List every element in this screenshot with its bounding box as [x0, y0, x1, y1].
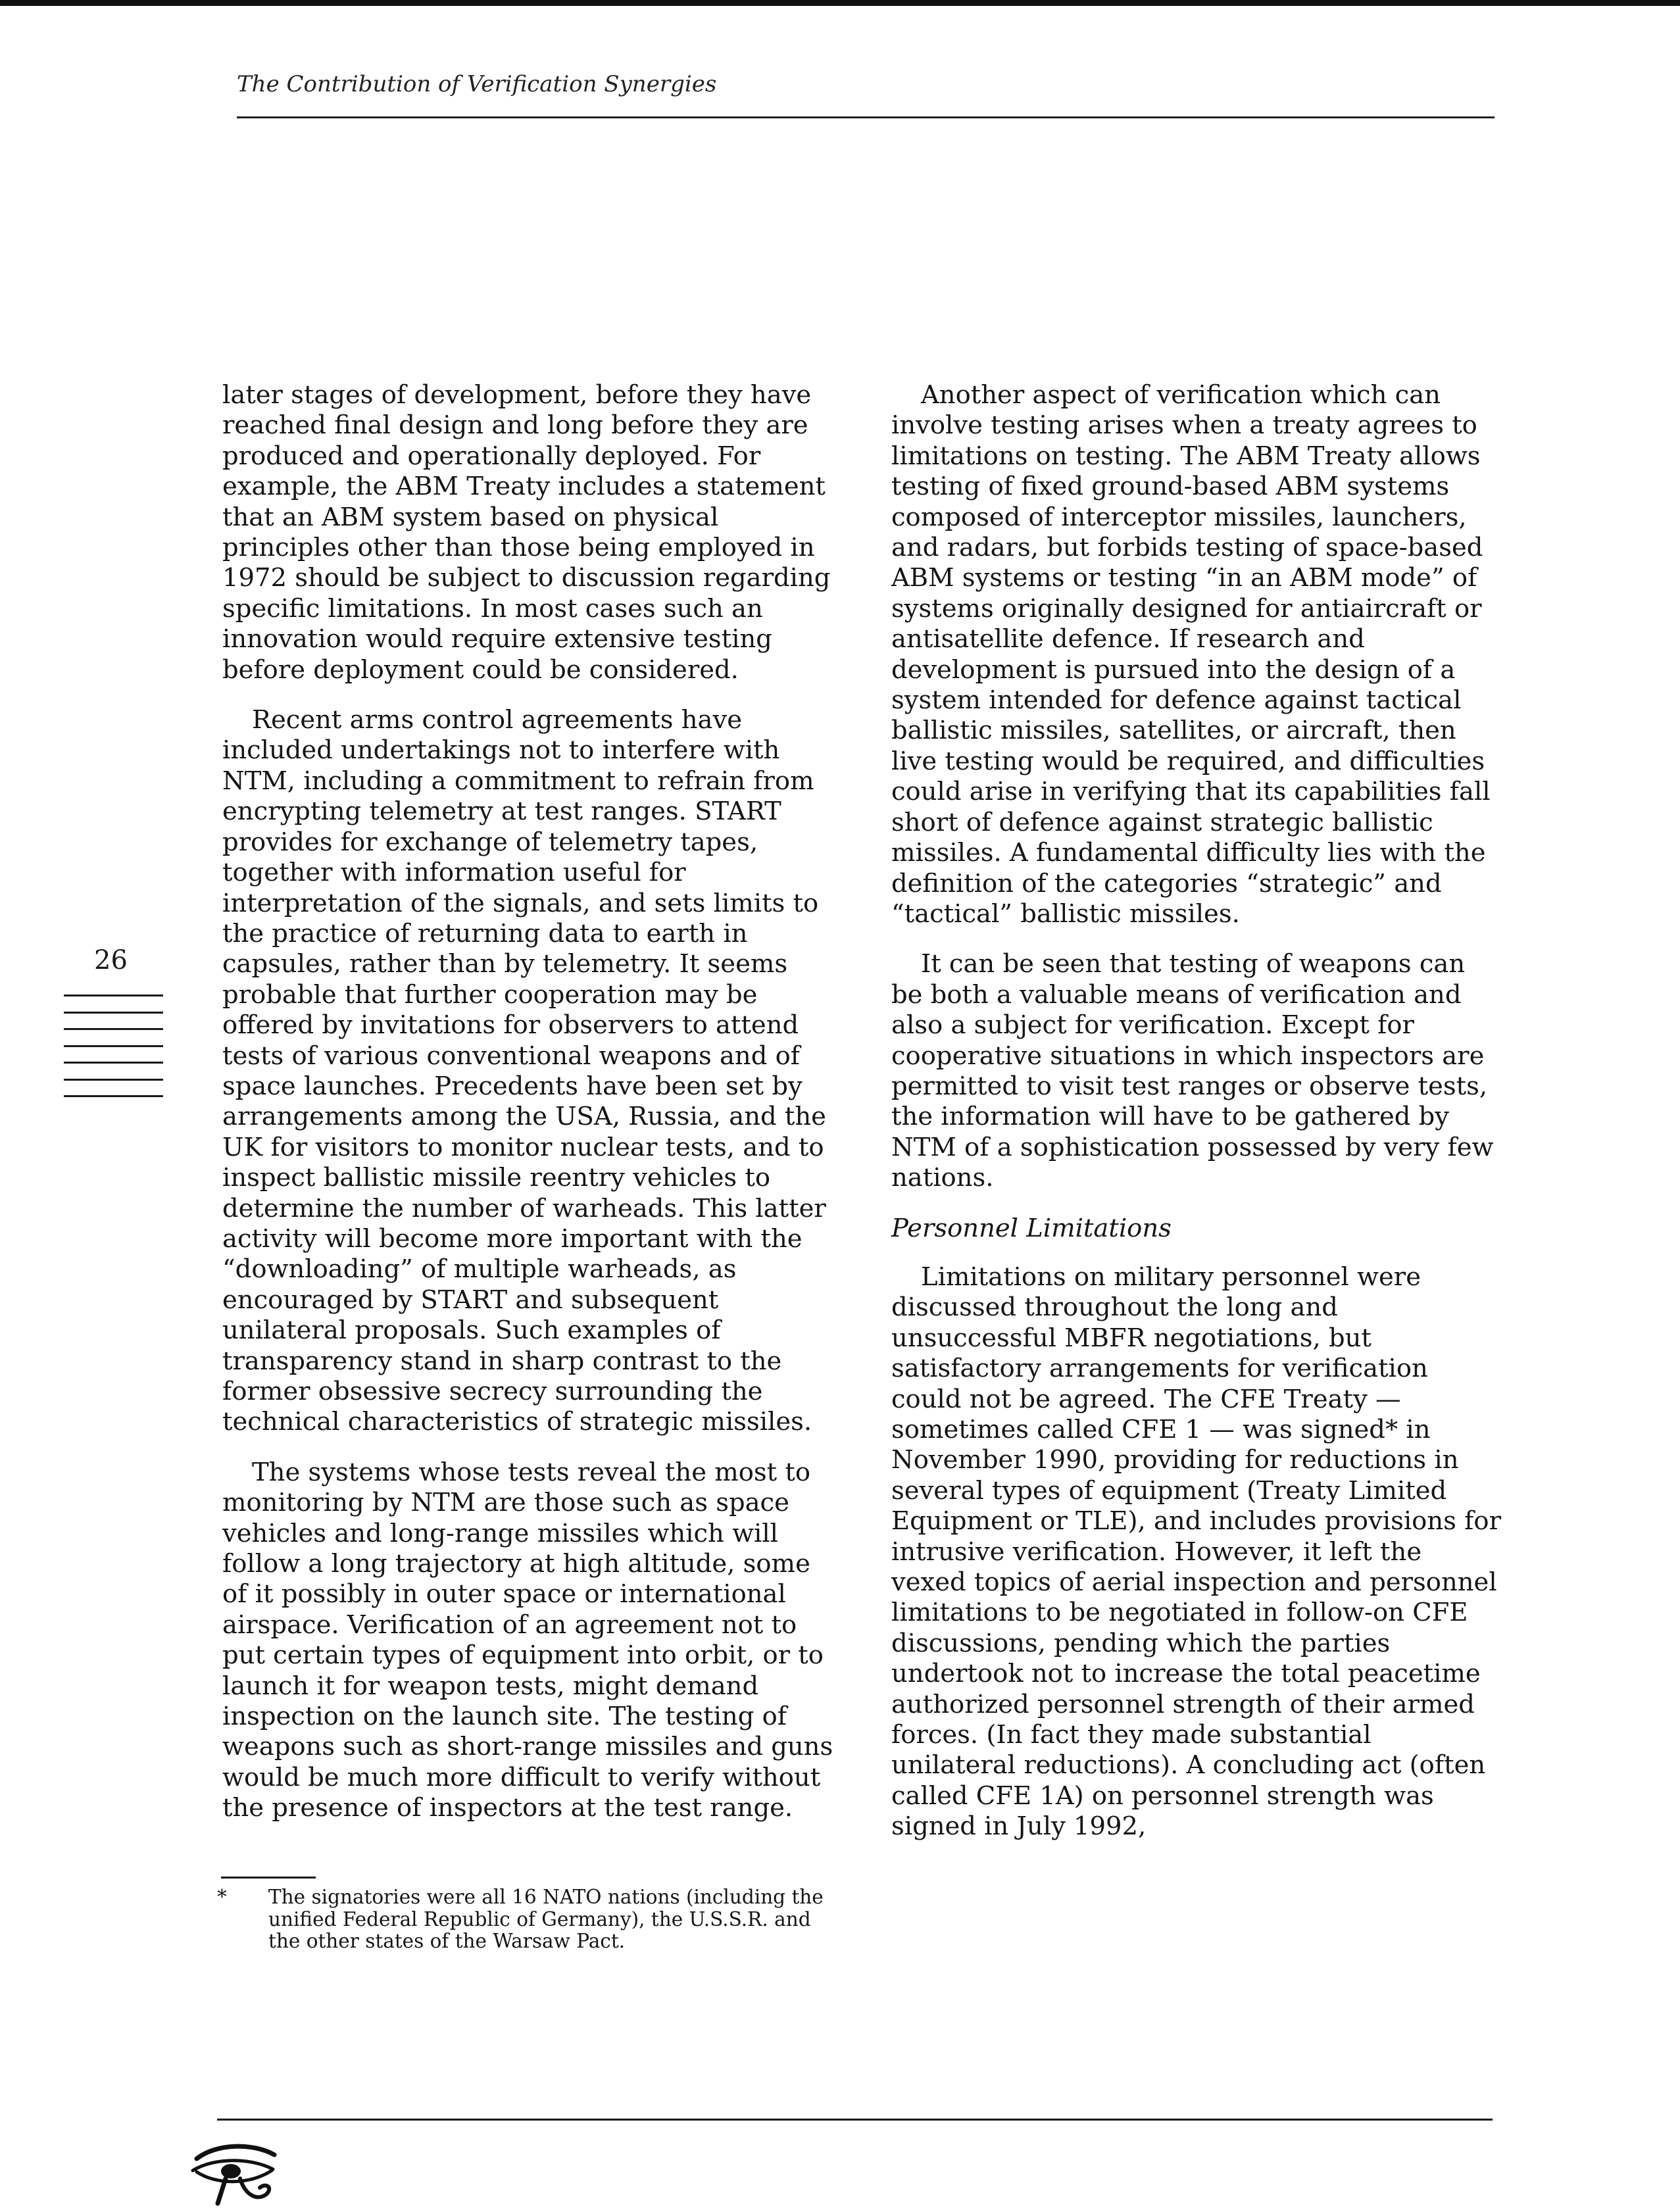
footnote-rule	[221, 1877, 316, 1879]
right-paragraph-3: Limitations on military personnel were discussed throughout the long and unsuccessful MBFR negotiations, but satisfactory arrangements for verification could not be agreed. The CFE Treaty — sometimes called CFE 1 — was signed* in November 1990, providing for reductions in several types of equipment (Treaty Limited Equipment or TLE), and includes provisions for intrusive verification. However, it left the vexed topics of aerial inspection and personnel limitations to be negotiated in follow-on CFE discussions, pending which the parties undertook not to increase the total peacetime authorized personnel strength of their armed forces. (In fact they made substantial unilateral reductions). A concluding act (often called CFE 1A) on personnel strength was signed in July 1992,	[891, 1262, 1501, 1842]
section-subheading: Personnel Limitations	[891, 1213, 1172, 1243]
footnote-text: The signatories were all 16 NATO nations (including the unified Federal Republic of Germany), the U.S.S.R. and the other states of the Warsaw Pact.	[268, 1886, 824, 1952]
margin-rule	[64, 1028, 163, 1030]
left-column	[222, 380, 834, 1844]
running-header: The Contribution of Verification Synergies	[237, 71, 717, 97]
margin-rule	[64, 1062, 163, 1064]
bottom-rule	[217, 2119, 1493, 2121]
left-paragraph-3: The systems whose tests reveal the most to monitoring by NTM are those such as space vehicles and long-range missiles which will follow a long trajectory at high altitude, some of it possibly in outer space or international airspace. Verification of an agreement not to put certain types of equipment into orbit, or to launch it for weapon tests, might demand inspection on the launch site. The testing of weapons such as short-range missiles and guns would be much more difficult to verify without the presence of inspectors at the test range.	[222, 1457, 833, 1823]
margin-rule	[64, 1095, 163, 1097]
right-paragraph-1: Another aspect of verification which can involve testing arises when a treaty agrees to limitations on testing. The ABM Treaty allows testing of fixed ground-based ABM systems composed of interceptor missiles, launchers, and radars, but forbids testing of space-based ABM systems or testing “in an ABM mode” of systems originally designed for antiaircraft or antisatellite defence. If research and development is pursued into the design of a system intended for defence against tactical ballistic missiles, satellites, or aircraft, then live testing would be required, and difficulties could arise in verifying that its capabilities fall short of defence against strategic ballistic missiles. A fundamental difficulty lies with the definition of the categories “strategic” and “tactical” ballistic missiles.	[891, 380, 1491, 929]
margin-rule	[64, 995, 163, 996]
right-paragraph-2: It can be seen that testing of weapons can be both a valuable means of verification and also a subject for verification. Except for cooperative situations in which inspectors are permitted to visit test ranges or observe tests, the information will have to be gathered by NTM of a sophistication possessed by very few nations.	[891, 949, 1494, 1193]
page-number: 26	[94, 945, 128, 975]
top-border-rule	[0, 0, 1680, 6]
margin-rule	[64, 1012, 163, 1014]
left-paragraph-1: later stages of development, before they have reached final design and long before they are produced and operationally deployed. For example, the ABM Treaty includes a statement that an ABM system based on physical principles other than those being employed in 1972 should be subject to discussion regarding specific limitations. In most cases such an innovation would require extensive testing before deployment could be considered.	[222, 380, 831, 685]
right-column	[891, 380, 1503, 1862]
margin-rule	[64, 1045, 163, 1047]
eye-of-horus-icon	[187, 2142, 280, 2207]
margin-decoration-rules	[64, 995, 163, 1112]
left-paragraph-2: Recent arms control agreements have included undertakings not to interfere with NTM, including a commitment to refrain from encrypting telemetry at test ranges. START provides for exchange of telemetry tapes, together with information useful for interpretation of the signals, and sets limits to the practice of returning data to earth in capsules, rather than by telemetry. It seems probable that further cooperation may be offered by invitations for observers to attend tests of various conventional weapons and of space launches. Precedents have been set by arrangements among the USA, Russia, and the UK for visitors to monitor nuclear tests, and to inspect ballistic missile reentry vehicles to determine the number of warheads. This latter activity will become more important with the “downloading” of multiple warheads, as encouraged by START and subsequent unilateral proposals. Such examples of transparency stand in sharp contrast to the former obsessive secrecy surrounding the technical characteristics of strategic missiles.	[222, 705, 826, 1437]
margin-rule	[64, 1079, 163, 1081]
header-rule	[237, 116, 1495, 118]
footnote-marker: *	[217, 1886, 227, 1908]
footnote	[217, 1886, 835, 1953]
